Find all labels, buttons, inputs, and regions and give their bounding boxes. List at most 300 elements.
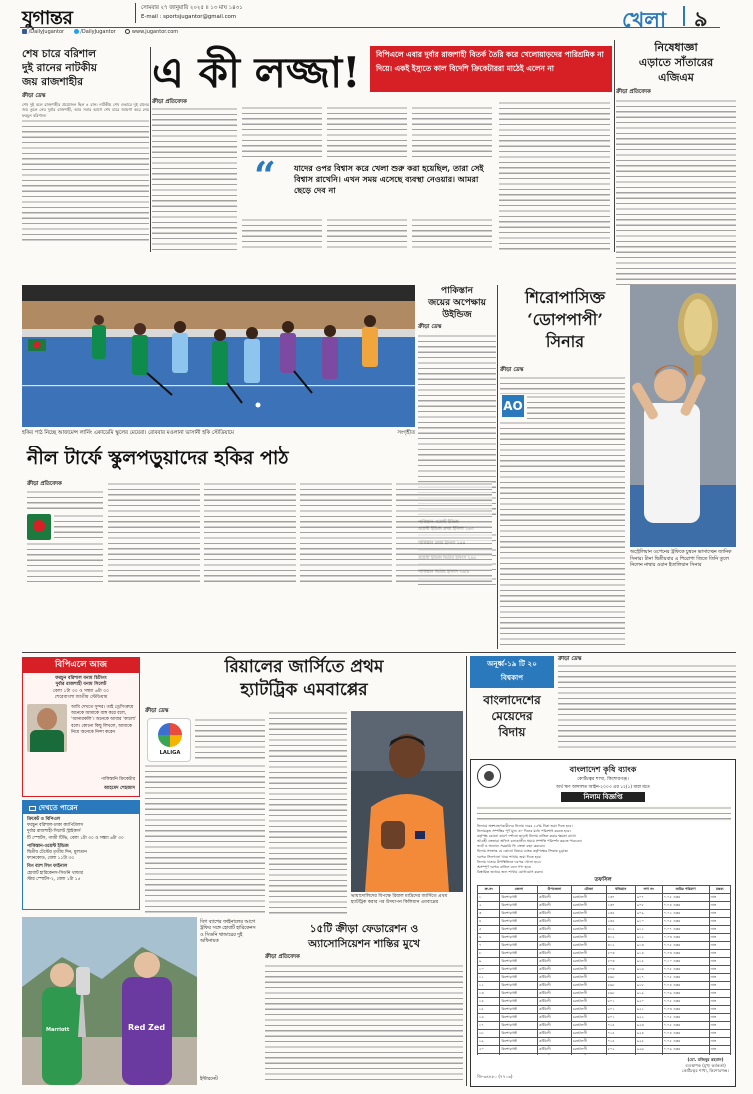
condition-10: বিস্তারিত তথ্যের জন্য শাখায় যোগাযোগ করুন। (477, 869, 544, 874)
bpl-today-match-1: ফরচুন বরিশাল বনাম চিটাগং (55, 676, 107, 681)
table-row (478, 894, 731, 902)
main-col-2b (242, 218, 322, 250)
table-cell (571, 1054, 606, 1056)
th-district: জেলা (500, 886, 538, 894)
condition-7: দরপত্র সিলগালা খামে শাখায় জমা দিতে হবে। (477, 854, 542, 859)
table-cell: কিশোরগঞ্জ (500, 998, 538, 1006)
schedule-table-wrap (477, 885, 731, 1055)
table-cell (538, 1054, 572, 1056)
mbappe-col-1a (195, 718, 265, 762)
table-cell: কটিয়াদী (538, 1046, 572, 1054)
hockey-byline: ক্রীড়া প্রতিবেদক (27, 481, 62, 487)
tv-b1-l3: টি স্পোর্টস, গাজী টিভি, বেলা ১টা ৩০ ও সন্ধ্যা ৬টা ৩০ (27, 835, 124, 841)
table-cell: ৭১৫ (606, 1030, 635, 1038)
table-cell: ০.০৬ একর (662, 990, 709, 998)
main-col-5 (499, 101, 610, 250)
table-cell: চরআলগী (571, 1046, 606, 1054)
table-cell: ৯১১ (635, 926, 662, 934)
quote-box (242, 158, 492, 214)
table-cell: ৯২২ (635, 1014, 662, 1022)
bbl-credit: ইন্টারনেট (200, 1077, 218, 1082)
th-mouza: মৌজা (571, 886, 606, 894)
page-number: ৯ (694, 6, 708, 31)
pakistan-byline: ক্রীড়া ডেস্ক (418, 324, 442, 330)
federation-headline-1: ১৫টি ক্রীড়া ফেডারেশন ও (309, 923, 419, 935)
table-cell: ২৩৫ (606, 918, 635, 926)
bank-conditions (477, 824, 731, 875)
table-cell: নাল (709, 974, 730, 982)
table-row (478, 990, 731, 998)
table-cell: চরআলগী (571, 998, 606, 1006)
ad-footnote: জি-৩৪৮৮০ (৭৭০৩) (477, 1074, 513, 1079)
social-links (22, 29, 178, 35)
table-cell: ৬০১ (606, 1014, 635, 1022)
mbappe-photo-art (351, 711, 463, 892)
table-cell: ৫৬৮ (606, 974, 635, 982)
barishal-byline: ক্রীড়া ডেস্ক (22, 93, 46, 99)
tv-b2-title: পাকিস্তান-ওয়েস্ট ইন্ডিজ (27, 843, 69, 849)
table-row (478, 950, 731, 958)
table-cell: কিশোরগঞ্জ (500, 1006, 538, 1014)
table-cell: ১ (478, 894, 500, 902)
table-cell: কিশোরগঞ্জ (500, 1046, 538, 1054)
table-cell: ৯২৩ (635, 1022, 662, 1030)
pakistan-headline-1: পাকিস্তান (440, 286, 474, 296)
tv-b3-l2: স্টার স্পোর্টস-২, বেলা ১টা ১৫ (27, 876, 81, 882)
table-cell: ৫৬৮ (606, 990, 635, 998)
table-cell: ০.০৬ একর (662, 1046, 709, 1054)
table-cell: ৫ (478, 926, 500, 934)
main-byline: ক্রীড়া প্রতিবেদক (152, 99, 187, 105)
main-col-1 (152, 107, 237, 250)
table-cell: কিশোরগঞ্জ (500, 1038, 538, 1046)
table-cell: ০.০৫ একর (662, 918, 709, 926)
table-cell: কিশোরগঞ্জ (500, 1022, 538, 1030)
table-cell: ৬০১ (606, 998, 635, 1006)
table-cell: ১৩৭ (606, 902, 635, 910)
table-cell: নাল (709, 1014, 730, 1022)
signature-block (682, 1057, 729, 1074)
bpl-today-header: বিপিএলে আজ (23, 658, 139, 673)
sinner-headline-2: ‘ডোপপাপী’ (527, 310, 603, 329)
table-cell: ৫০৩ (606, 950, 635, 958)
quote-author: আহমেদ শেহজাদ (103, 786, 135, 791)
table-cell: ০.০৩ একর (662, 934, 709, 942)
table-header-row (478, 886, 731, 894)
swimming-headline-3: এজিএম (658, 71, 694, 84)
sinner-story (500, 285, 736, 649)
condition-6: নিলাম সংক্রান্ত যে কোনো বিষয়ে ব্যাংক কর্তৃপক্ষের সিদ্ধান্ত চূড়ান্ত। (477, 849, 569, 854)
u19-byline: ক্রীড়া ডেস্ক (558, 656, 582, 662)
table-cell: কটিয়াদী (538, 942, 572, 950)
table-cell: কটিয়াদী (538, 902, 572, 910)
player-avatar (27, 704, 67, 752)
email: E-mail : sportsjugantor@gmail.com (141, 14, 237, 20)
table-row (478, 926, 731, 934)
swimming-body-lines (616, 99, 736, 287)
table-cell: কটিয়াদী (538, 918, 572, 926)
column-rule (150, 47, 151, 252)
avatar-face (37, 708, 57, 730)
table-cell: চরআলগী (571, 902, 606, 910)
table-cell: চরআলগী (571, 1014, 606, 1022)
hockey-photo-credit: সংগৃহীত (397, 430, 415, 436)
tv-b1-title: ক্রিকেট ও বিপিএল (27, 817, 60, 822)
u19-headline-2: মেয়েদের (491, 709, 533, 723)
sinner-photo-caption: অস্ট্রেলিয়ান ওপেনের ট্রফিকে চুম্বনে ভাসাচ্ছেন জানিক সিনার। টানা দ্বিতীয়বার এ শিরোপা জিতে তিনি তুলে নিলেন নাম্বার ওয়ান ইতালিয়ান সিনার (630, 550, 732, 569)
table-cell: কিশোরগঞ্জ (500, 934, 538, 942)
table-cell: কটিয়াদী (538, 998, 572, 1006)
table-cell: নাল (709, 966, 730, 974)
table-cell: ৯১৮ (635, 982, 662, 990)
table-cell: নাল (709, 998, 730, 1006)
barishal-headline-3: জয় রাজশাহীর (22, 76, 84, 88)
table-row (478, 998, 731, 1006)
bpl-today-fixtures (23, 673, 139, 705)
table-cell: ৪১২ (606, 942, 635, 950)
table-cell: কিশোরগঞ্জ (500, 910, 538, 918)
bank-name: বাংলাদেশ কৃষি ব্যাংক (569, 764, 637, 774)
u19-label (470, 656, 554, 688)
table-cell: কটিয়াদী (538, 1014, 572, 1022)
condition-4: আগ্রহী ক্রেতারা অফিস চলাকালীন সময়ে সম্পত্তি পরিদর্শন করতে পারবেন। (477, 839, 583, 844)
mbappe-headline-2: হ্যাটট্রিক এমবাপ্পের (240, 680, 368, 700)
barishal-body: শেষ দুই বলে রাজশাহীর প্রয়োজন ছিল ৪ রান। নাটকীয় শেষ ওভারে দুই রানের জয় তুলে নেয় দুর্বার রাজশাহী, আর সবার আগে শেষ চারে জায়গা করে নেয় ফরচুন বরিশাল। (22, 102, 149, 118)
barishal-body-lines (22, 119, 149, 244)
hockey-col-2 (108, 482, 200, 582)
mbappe-col-1b (145, 764, 265, 916)
table-cell: ৫৬৮ (606, 982, 635, 990)
table-cell: ৪১২ (606, 926, 635, 934)
table-cell: ৯১২ (635, 934, 662, 942)
hockey-col-1b (54, 514, 103, 540)
table-row (478, 982, 731, 990)
table-cell: ১৬ (478, 1014, 500, 1022)
table-cell: ১৩ (478, 990, 500, 998)
dateline: সোমবার ২৭ জানুয়ারি ২০২৫ ॥ ১৩ মাঘ ১৪৩১ (141, 5, 243, 11)
sinner-headline-3: সিনার (545, 332, 585, 351)
table-cell: ৬০১ (606, 1006, 635, 1014)
signature-branch: কোর্টচত্বর শাখা, কিশোরগঞ্জ। (682, 1068, 729, 1074)
newspaper-logo: যুগান্তর (22, 7, 73, 29)
table-cell: ২০ (478, 1046, 500, 1054)
table-cell: ৯১০ (635, 918, 662, 926)
main-col-4 (412, 106, 492, 157)
table-row (478, 1014, 731, 1022)
th-dag: দাগ নং (635, 886, 662, 894)
table-cell: নাল (709, 918, 730, 926)
schedule-table-body (478, 894, 731, 1056)
table-cell: ০.০৫ একর (662, 1014, 709, 1022)
hockey-photo-caption (22, 430, 415, 438)
table-cell: ১২ (478, 982, 500, 990)
sinner-headline-1: শিরোপাসিক্ত (524, 288, 606, 307)
table-cell: ৯০৯ (635, 910, 662, 918)
table-cell: নাল (709, 942, 730, 950)
table-cell: নাল (709, 902, 730, 910)
table-row (478, 1030, 731, 1038)
sinner-body-lines-b (527, 395, 625, 419)
column-rule (466, 656, 467, 1086)
table-cell: কটিয়াদী (538, 926, 572, 934)
table-cell: ০.০৭ একর (662, 926, 709, 934)
table-cell: কিশোরগঞ্জ (500, 966, 538, 974)
table-row (478, 958, 731, 966)
u19-headline-1: বাংলাদেশের (483, 693, 541, 707)
mbappe-byline: ক্রীড়া ডেস্ক (145, 708, 169, 714)
table-cell: নাল (709, 1022, 730, 1030)
twitter-icon[interactable] (74, 29, 79, 34)
hockey-col-4 (300, 482, 392, 582)
table-cell: কিশোরগঞ্জ (500, 990, 538, 998)
table-cell: নাল (709, 958, 730, 966)
avatar-shirt (30, 730, 64, 752)
th-upazila: উপজেলা (538, 886, 572, 894)
th-amount: জমির পরিমাণ (662, 886, 709, 894)
mbappe-photo (351, 711, 463, 892)
barishal-headline-1: শেষ চারে বরিশাল (22, 48, 96, 60)
table-cell: চরআলগী (571, 934, 606, 942)
table-row (478, 1038, 731, 1046)
twitter-handle[interactable]: /DailyJugantor (80, 29, 116, 35)
table-cell: কিশোরগঞ্জ (500, 974, 538, 982)
main-col-2 (242, 106, 322, 157)
table-cell: ৯১৪ (635, 950, 662, 958)
condition-8: নিলাম দাতার উপস্থিতিতে দরপত্র খোলা হবে। (477, 859, 541, 864)
website-link[interactable]: www.jugantor.com (131, 29, 179, 35)
table-cell: ৯১৭ (635, 974, 662, 982)
table-cell: চরআলগী (571, 990, 606, 998)
table-cell: ৪ (478, 918, 500, 926)
sinner-photo (630, 285, 736, 547)
table-cell: কিশোরগঞ্জ (500, 982, 538, 990)
facebook-handle[interactable]: /DailyJugantor (28, 29, 65, 35)
main-deck: বিপিএলে এবার দুর্বার রাজশাহী বিতর্ক তৈরি করে খেলোয়াড়দের পারিশ্রমিক না দিয়ে। একই ইস্যুতে কাল বিদেশি ক্রিকেটাররা মাঠেই এলেন না (370, 46, 612, 92)
table-cell: ৩ (478, 910, 500, 918)
sinner-byline: ক্রীড়া ডেস্ক (500, 367, 524, 373)
table-cell: কিশোরগঞ্জ (500, 942, 538, 950)
condition-5: ভ্যাট ও অন্যান্য সরকারি ফি ক্রেতা বহন করবেন। (477, 844, 546, 849)
mbappe-col-2 (269, 711, 347, 916)
table-cell: ১৫ (478, 1006, 500, 1014)
ao-logo: AO (502, 395, 524, 417)
table-cell: ০.০৫ একর (662, 998, 709, 1006)
table-cell: কিশোরগঞ্জ (500, 1030, 538, 1038)
hockey-col-1a (27, 490, 103, 512)
signature-role: ব্যবস্থাপক (মুখ্য কর্মকর্তা) (685, 1062, 726, 1068)
table-cell: চরআলগী (571, 958, 606, 966)
hockey-col-1c (27, 542, 103, 582)
table-cell: ০.১০ একর (662, 958, 709, 966)
condition-1: নিলামে অংশগ্রহণকারীদের নিলাম দরের ২৫% টাকা জমা দিতে হবে। (477, 824, 573, 828)
table-cell: চরআলগী (571, 1038, 606, 1046)
table-cell: ৯১৯ (635, 990, 662, 998)
table-cell: ৯১৬ (635, 966, 662, 974)
condition-9: অসম্পূর্ণ দরপত্র বাতিল বলে গণ্য হবে। (477, 864, 532, 869)
section-label: খেলা (622, 7, 667, 32)
section-rule (22, 652, 736, 653)
table-cell: ৯০৭ (635, 894, 662, 902)
column-rule (497, 285, 498, 649)
table-cell: নাল (709, 1046, 730, 1054)
table-row (478, 934, 731, 942)
table-cell (709, 1054, 730, 1056)
masthead-divider (135, 3, 136, 23)
u19-label-1: অনূর্ধ্ব-১৯ টি ২০ (487, 659, 537, 668)
table-cell: ৯১৩ (635, 942, 662, 950)
table-cell: ০.০৩ একর (662, 1006, 709, 1014)
table-cell: ১০ (478, 966, 500, 974)
bank-intro-lines (477, 806, 731, 822)
table-cell: ৯০৮ (635, 902, 662, 910)
table-cell: ১৪ (478, 998, 500, 1006)
table-cell: চরআলগী (571, 1006, 606, 1014)
main-quote: যাদের ওপর বিশ্বাস করে খেলা শুরু করা হয়েছিল, তারা সেই বিশ্বাস রাখেনি। এখন সময় এসেছে ব্যবস্থা নেওয়ার। আমরা ছেড়ে দেব না (294, 163, 484, 195)
table-cell: নাল (709, 934, 730, 942)
tv-b1-l1: ফরচুন বরিশাল-ঢাকা ক্যাপিটালস (27, 823, 84, 829)
table-cell: ০.০৫ একর (662, 942, 709, 950)
table-cell: ৭১৫ (606, 1022, 635, 1030)
section-divider (683, 6, 685, 26)
table-cell: চরআলগী (571, 1022, 606, 1030)
swimming-headline-1: নিষেধাজ্ঞা (654, 41, 698, 54)
sinner-body-lines-a (500, 376, 625, 394)
table-cell: ৯২৫ (635, 1038, 662, 1046)
schedule-title: তফসিল (594, 877, 612, 883)
table-cell: কটিয়াদী (538, 958, 572, 966)
table-cell: ২ (478, 902, 500, 910)
condition-2: নিলামকৃত সম্পত্তির পূর্ণ মূল্য ৩০ দিনের মধ্যে পরিশোধ করতে হবে। (477, 829, 571, 834)
table-row (478, 910, 731, 918)
column-rule (614, 40, 615, 252)
table-cell: ৮০২ (606, 1046, 635, 1054)
hockey-col-5 (396, 482, 492, 582)
bpl-today-quote: আমি দেখতে সুন্দর। তাই ড্রেসিংরুমে অনেকে আমাকে ব্যঙ্গ করে বলে, ‘আনারকলি’। অনেকে আবার ‘কালো’ বলে। কোনো কিছু লিখলে, আমাকে নিয়ে অনেকে নিন্দা করেন (71, 705, 137, 735)
table-cell: কটিয়াদী (538, 1038, 572, 1046)
table-cell: চরআলগী (571, 910, 606, 918)
table-cell: চরআলগী (571, 926, 606, 934)
school-logo (27, 514, 51, 540)
table-cell: ১১ (478, 974, 500, 982)
table-cell: নাল (709, 926, 730, 934)
table-cell: ০.০৪ একর (662, 1030, 709, 1038)
table-cell: নাল (709, 910, 730, 918)
table-row (478, 918, 731, 926)
federation-headline-2: অ্যাসোসিয়েশন শান্তির মুখে (308, 938, 420, 950)
quote-role: পাকিস্তানি ক্রিকেটার (100, 777, 135, 782)
masthead (0, 0, 753, 38)
table-cell: কটিয়াদী (538, 950, 572, 958)
table-cell: চরআলগী (571, 950, 606, 958)
table-cell: ৯ (478, 958, 500, 966)
barishal-story (22, 47, 149, 252)
table-cell: ৪১২ (606, 934, 635, 942)
mbappe-photo-caption: ভায়াদোলিদের বিপক্ষে রিয়াল মাদ্রিদের জার্সিতে প্রথম হ্যাটট্রিক করার পর উদযাপন কিলিয়ান এমবাপ্পের (351, 894, 448, 906)
bbl-jersey-1: Marriott (46, 1027, 70, 1033)
table-cell: ৯২৬ (635, 1046, 662, 1054)
schedule-table (477, 885, 731, 1055)
table-cell: কটিয়াদী (538, 1030, 572, 1038)
table-cell: কটিয়াদী (538, 910, 572, 918)
bank-office: কোর্টচত্বর শাখা, কিশোরগঞ্জ। (577, 777, 629, 782)
th-remarks: মন্তব্য (709, 886, 730, 894)
table-cell: ০.০৪ একর (662, 982, 709, 990)
hockey-photo (22, 285, 415, 427)
hockey-story (22, 446, 494, 648)
table-cell (478, 1054, 500, 1056)
laliga-icon (158, 723, 182, 747)
th-khatian: খতিয়ান (606, 886, 635, 894)
sinner-photo-art (630, 285, 736, 547)
bpl-today-time: বেলা ১টা ৩০ ও সন্ধ্যা ৬টা ৩০ (52, 688, 110, 694)
table-cell: কটিয়াদী (538, 894, 572, 902)
table-cell: ৯২৪ (635, 1030, 662, 1038)
swimming-byline: ক্রীড়া প্রতিবেদক (616, 89, 651, 95)
table-cell: কটিয়াদী (538, 990, 572, 998)
table-cell: ৬ (478, 934, 500, 942)
pakistan-headline-2: জয়ের অপেক্ষায় (428, 298, 486, 308)
tv-b1-l2: দুর্বার রাজশাহী-সিলেট স্ট্রাইকার্স (27, 829, 81, 835)
logo-disc (33, 520, 45, 532)
table-cell: চরআলগী (571, 1030, 606, 1038)
bbl-photo (22, 917, 197, 1085)
table-cell: ১৯ (478, 1038, 500, 1046)
facebook-icon[interactable] (22, 29, 27, 34)
hockey-headline: নীল টার্ফে স্কুলপড়ুয়াদের হকির পাঠ (27, 447, 289, 469)
hockey-photo-art (22, 285, 415, 427)
mbappe-headline-1: রিয়ালের জার্সিতে প্রথম (224, 657, 384, 677)
tv-b3-title: বিগ ব্যাশ লিগ ফাইনাল (27, 864, 68, 870)
table-cell: কিশোরগঞ্জ (500, 950, 538, 958)
table-cell: ০.০২ একর (662, 910, 709, 918)
pakistan-headline-3: উইন্ডিজ (442, 310, 472, 320)
tv-box (22, 800, 140, 910)
table-cell: কিশোরগঞ্জ (500, 918, 538, 926)
table-cell: ৯২১ (635, 1006, 662, 1014)
tv-header (23, 801, 139, 814)
th-serial: ক্র.নং (478, 886, 500, 894)
table-cell: ০.০৫ একর (662, 1038, 709, 1046)
tv-b2-l2: ফ্যানকোড, বেলা ১১টা ৩০ (27, 856, 75, 862)
table-cell: ০.০৫ একর (662, 974, 709, 982)
table-cell: কিশোরগঞ্জ (500, 926, 538, 934)
table-cell: ০.০৫ একর (662, 966, 709, 974)
table-row (478, 1054, 731, 1056)
table-cell: নাল (709, 990, 730, 998)
hockey-caption-text: হকির পাঠ নিচ্ছে আজমেন্স লার্নিং একাডেমি স্কুলের মেয়েরা। রোববার মওলানা ভাসানী হকি স্টেডিয়ামে (22, 430, 234, 436)
mbappe-story (145, 656, 463, 918)
sinner-body-lines-c (500, 421, 625, 647)
bank-notice-title: নিলাম বিজ্ঞপ্তি (561, 792, 645, 802)
table-cell: কিশোরগঞ্জ (500, 894, 538, 902)
table-cell: ৫০৩ (606, 958, 635, 966)
table-row (478, 942, 731, 950)
tv-header-text: দেখতে পারেন (38, 803, 78, 812)
bpl-today-venue: শেরেবাংলা জাতীয় স্টেডিয়াম (54, 695, 108, 701)
table-cell: কটিয়াদী (538, 966, 572, 974)
table-cell (662, 1054, 709, 1056)
u19-label-2: বিশ্বকাপ (500, 673, 524, 682)
table-cell: নাল (709, 1006, 730, 1014)
swimming-headline-2: এড়াতে সাঁতারের (638, 56, 714, 69)
table-cell: চরআলগী (571, 966, 606, 974)
table-cell: ১৮ (478, 1030, 500, 1038)
table-row (478, 1006, 731, 1014)
table-cell: কিশোরগঞ্জ (500, 1014, 538, 1022)
table-cell: ৭ (478, 942, 500, 950)
u19-headline-3: বিদায় (498, 725, 526, 739)
table-cell (635, 1054, 662, 1056)
